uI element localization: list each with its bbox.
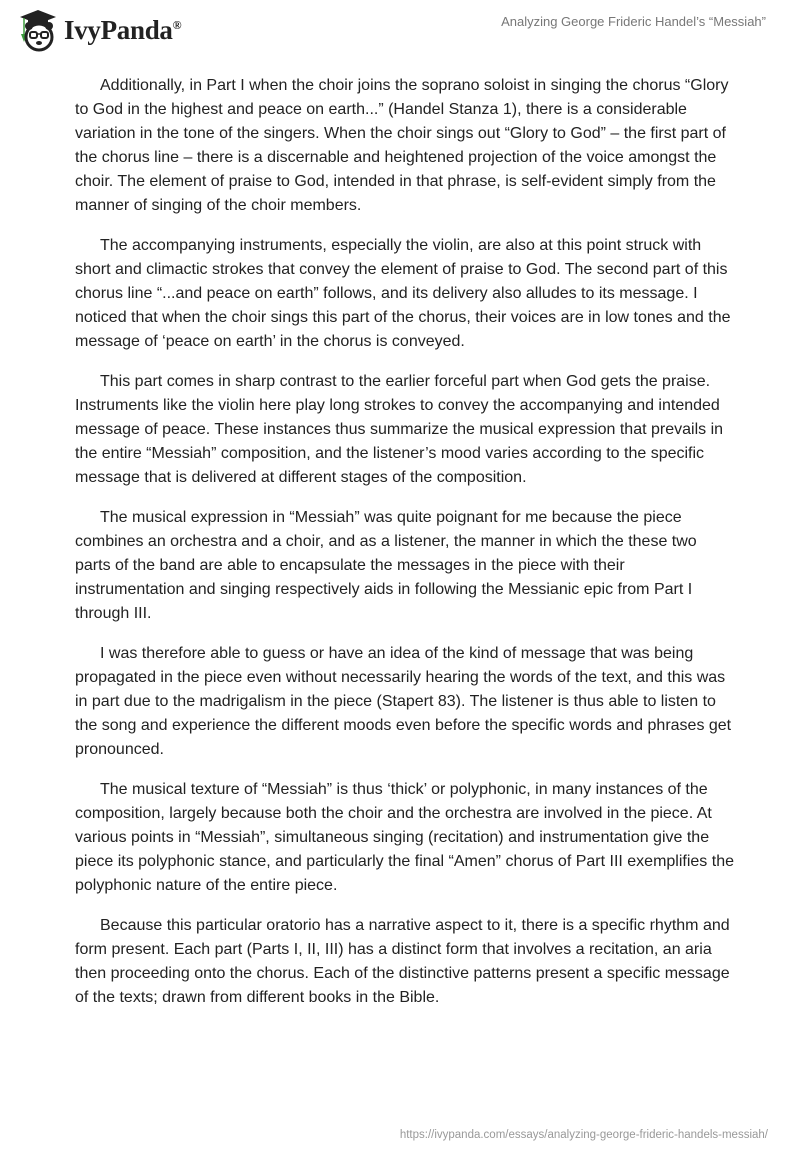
paragraph: The musical expression in “Messiah” was quite poignant for me because the piece combines an orchestra and a choir, and as a listener, the manner in which the these two parts of the band are able to encapsulate the messages in the piece with their instrumentation and singing respectively aids in following the Messianic epic from Part I through III. <box>75 509 697 622</box>
paragraph: This part comes in sharp contrast to the earlier forceful part when God gets the praise. Instruments like the violin here play long strokes to convey the accompanying and intended message of peace. These instances thus summarize the musical expression that prevails in the entire “Messiah” composition, and the listener’s mood varies according to the specific message that is delivered at different stages of the composition. <box>75 373 724 486</box>
panda-graduate-icon <box>18 8 58 52</box>
source-url-link[interactable]: https://ivypanda.com/essays/analyzing-george-frideric-handels-messiah/ <box>399 1129 768 1141</box>
paragraph: The musical texture of “Messiah” is thus ‘thick’ or polyphonic, in many instances of the composition, largely because both the choir and the orchestra are involved in the piece. At various points in “Messiah”, simultaneous singing (recitation) and instrumentation give the piece its polyphonic stance, and particularly the final “Amen” chorus of Part III exemplifies the polyphonic nature of the entire piece. <box>75 781 734 894</box>
page-header <box>0 0 800 60</box>
paragraph: Additionally, in Part I when the choir joins the soprano soloist in singing the chorus “Glory to God in the highest and peace on earth...” (Handel Stanza 1), there is a considerable variation in the tone of the singers. When the choir sings out “Glory to God” – the first part of the chorus line – there is a discernable and heightened projection of the voice amongst the choir. The element of praise to God, intended in that phrase, is self-evident simply from the manner of singing of the choir members. <box>75 77 729 214</box>
paragraph: Because this particular oratorio has a narrative aspect to it, there is a specific rhythm and form present. Each part (Parts I, II, III) has a distinct form that involves a recitation, an aria then proceeding onto the chorus. Each of the distinctive patterns present a specific message of the texts; drawn from different books in the Bible. <box>75 917 730 1006</box>
essay-body <box>75 74 735 1026</box>
document-title: Analyzing George Frideric Handel’s “Messiah” <box>501 14 766 29</box>
paragraph: The accompanying instruments, especially the violin, are also at this point struck with short and climactic strokes that convey the element of praise to God. The second part of this chorus line “...and peace on earth” follows, and its delivery also alludes to its message. I noticed that when the choir sings this part of the chorus, their voices are in low tones and the message of ‘peace on earth’ in the chorus is conveyed. <box>75 237 731 350</box>
ivypanda-logo[interactable] <box>18 8 181 52</box>
logo-text: IvyPanda® <box>64 14 182 45</box>
paragraph: I was therefore able to guess or have an idea of the kind of message that was being propagated in the piece even without necessarily hearing the words of the text, and this was in part due to the madrigalism in the piece (Stapert 83). The listener is thus able to listen to the song and experience the different moods even before the specific words and phrases get pronounced. <box>75 645 732 758</box>
